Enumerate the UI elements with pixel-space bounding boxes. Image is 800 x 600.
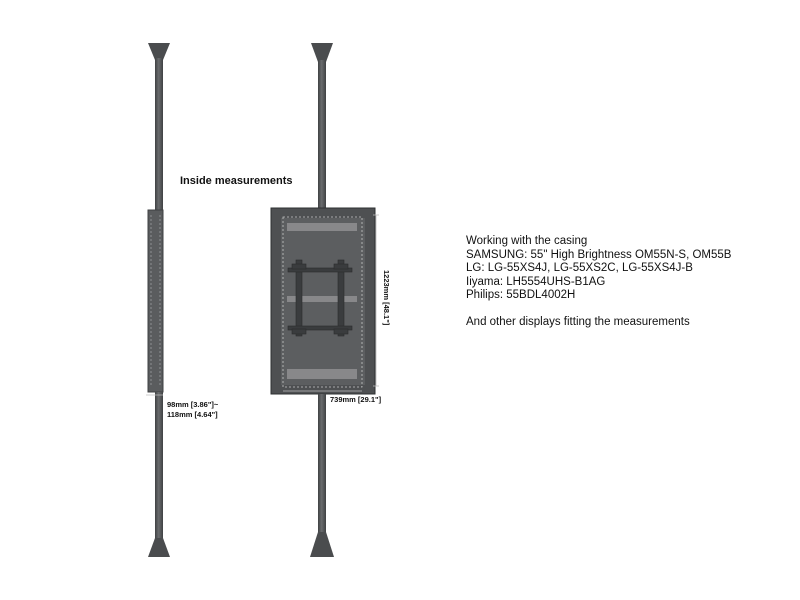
lower-pole [155, 392, 163, 540]
upper-pole [155, 58, 163, 210]
compat-philips: Philips: 55BDL4002H [466, 289, 576, 301]
compat-lg: LG: LG-55XS4J, LG-55XS2C, LG-55XS4J-B [466, 262, 693, 274]
upper-pole [318, 60, 326, 208]
compat-intro: Working with the casing [466, 235, 588, 247]
top-ceiling-cap [311, 43, 333, 62]
side-casing [148, 210, 163, 392]
lower-pole [318, 394, 326, 534]
compatibility-info [466, 235, 731, 329]
inside-measurements-title: Inside measurements [180, 175, 293, 187]
side-view-stand [146, 43, 170, 557]
bottom-floor-base [148, 538, 170, 557]
compat-footer: And other displays fitting the measurements [466, 315, 690, 328]
depth-dimension-label [167, 400, 218, 420]
compat-samsung: SAMSUNG: 55" High Brightness OM55N-S, OM55B [466, 248, 732, 261]
depth-dimension-line1: 98mm [3.86"]~ [167, 400, 219, 409]
casing-inner-panel [281, 218, 365, 385]
depth-dimension-line2: 118mm [4.64"] [167, 410, 218, 419]
height-dimension-label: 1223mm [48.1"] [382, 270, 391, 326]
compat-iiyama: Iiyama: LH5554UHS-B1AG [466, 275, 606, 288]
front-view-stand [271, 43, 382, 557]
top-ceiling-cap [148, 43, 170, 60]
bottom-floor-base [310, 532, 334, 557]
width-dimension-label: 739mm [29.1"] [330, 395, 382, 404]
